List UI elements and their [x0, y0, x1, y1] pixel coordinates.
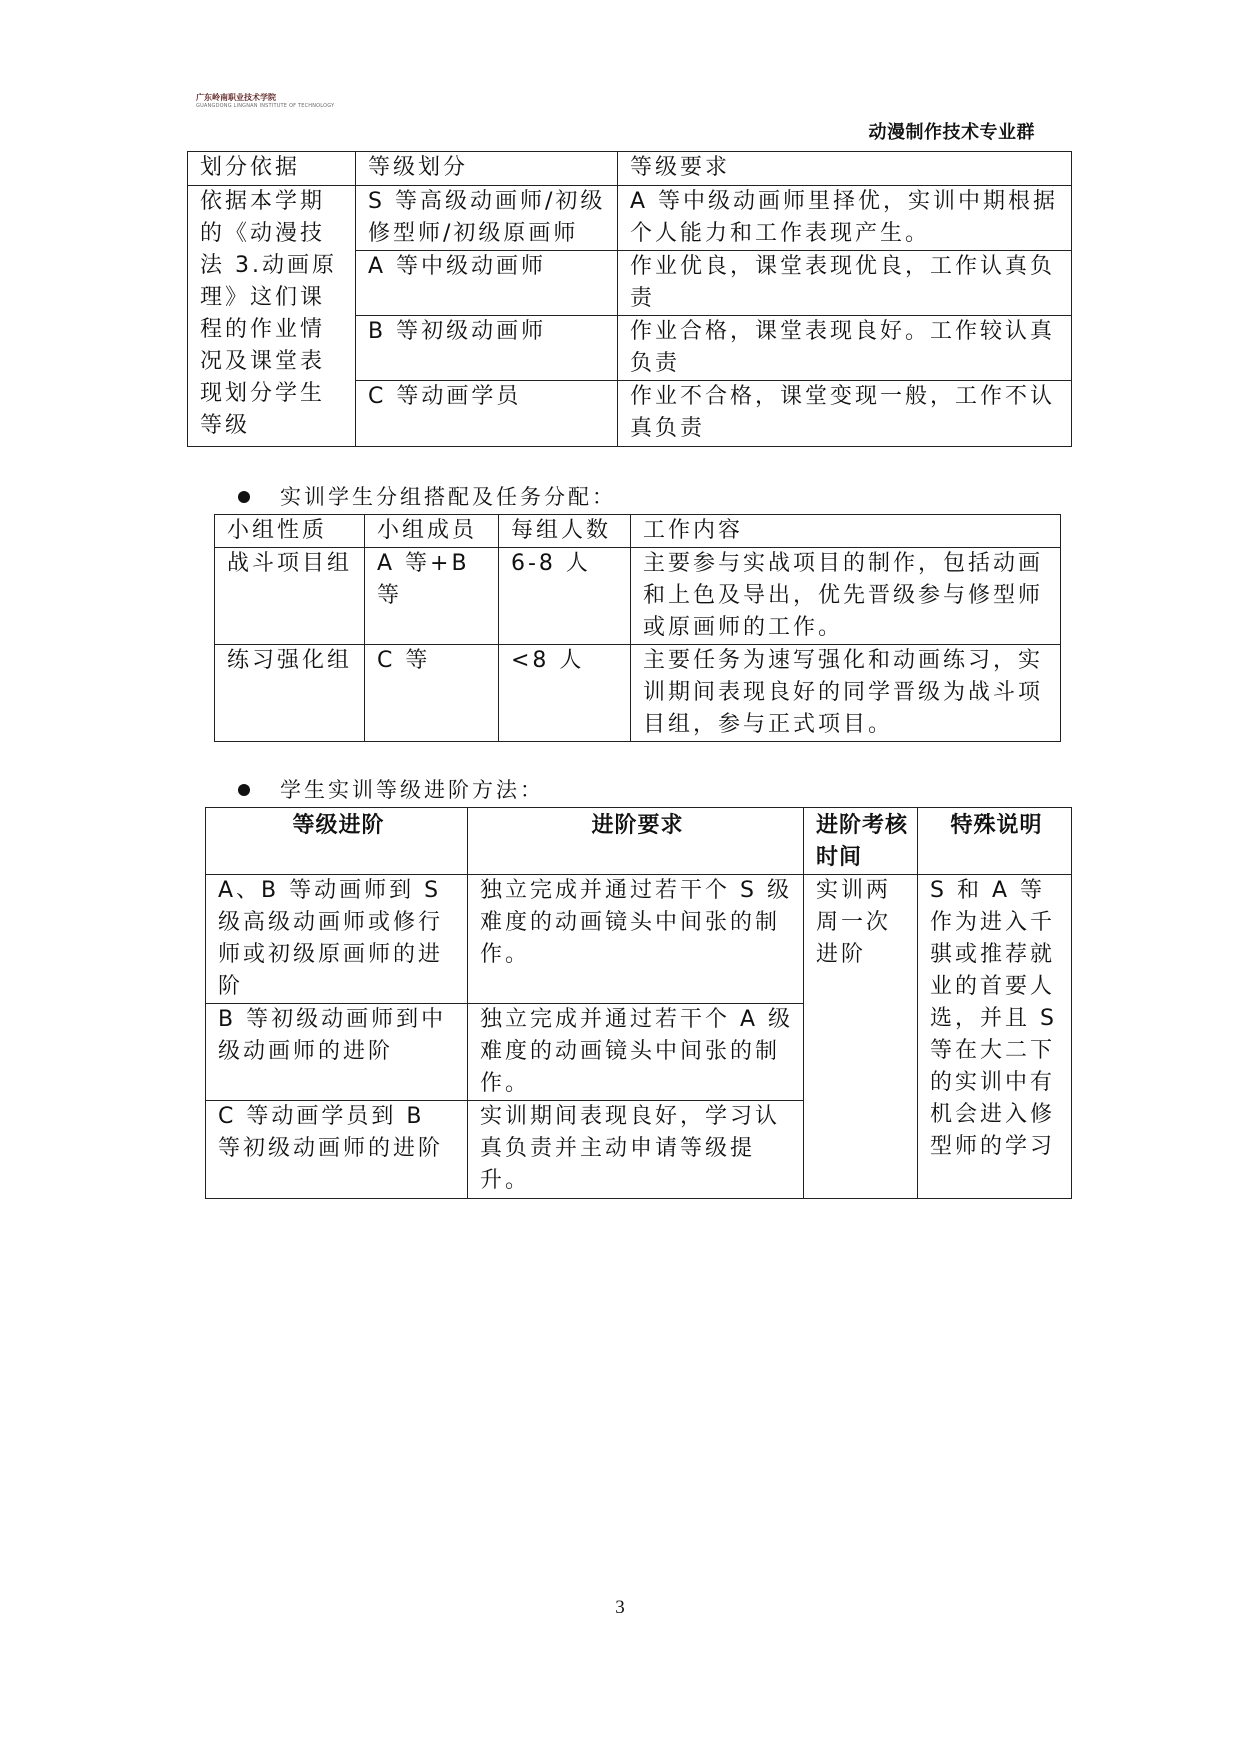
advancement-path-cell: B 等初级动画师到中级动画师的进阶	[206, 1004, 468, 1101]
requirement-cell: 作业不合格，课堂变现一般，工作不认真负责	[618, 381, 1072, 447]
bullet-icon	[238, 784, 250, 796]
work-content-cell: 主要参与实战项目的制作，包括动画和上色及导出，优先晋级参与修型师或原画师的工作。	[631, 548, 1061, 645]
table-row	[188, 186, 1072, 251]
table-header-row	[188, 152, 1072, 186]
table-header-row	[215, 515, 1061, 548]
group-members-cell: A 等+B 等	[365, 548, 499, 645]
page-number: 3	[615, 1597, 625, 1618]
advancement-requirement-cell: 独立完成并通过若干个 A 级难度的动画镜头中间张的制作。	[468, 1004, 804, 1101]
group-assignment-table	[214, 514, 1061, 742]
header-cell: 工作内容	[631, 515, 1061, 548]
requirement-cell: 作业优良，课堂表现优良，工作认真负责	[618, 251, 1072, 316]
header-cell: 小组性质	[215, 515, 365, 548]
group-type-cell: 战斗项目组	[215, 548, 365, 645]
table-row	[206, 875, 1072, 1004]
division-basis-cell: 依据本学期的《动漫技法 3.动画原理》这们课程的作业情况及课堂表现划分学生等级	[188, 186, 356, 447]
logo-english-name: GUANGDONG LINGNAN INSTITUTE OF TECHNOLOGY	[196, 103, 335, 110]
level-cell: C 等动画学员	[356, 381, 618, 447]
advancement-path-cell: A、B 等动画师到 S 级高级动画师或修行师或初级原画师的进阶	[206, 875, 468, 1004]
header-cell: 进阶要求	[468, 808, 804, 875]
level-cell: B 等初级动画师	[356, 316, 618, 381]
advancement-requirement-cell: 实训期间表现良好，学习认真负责并主动申请等级提升。	[468, 1101, 804, 1199]
requirement-cell: 作业合格，课堂表现良好。工作较认真负责	[618, 316, 1072, 381]
section-title: 实训学生分组搭配及任务分配：	[280, 485, 616, 509]
group-count-cell: <8 人	[499, 645, 631, 742]
advancement-path-cell: C 等动画学员到 B 等初级动画师的进阶	[206, 1101, 468, 1199]
level-cell: S 等高级动画师/初级修型师/初级原画师	[356, 186, 618, 251]
work-content-cell: 主要任务为速写强化和动画练习，实训期间表现良好的同学晋级为战斗项目组，参与正式项目。	[631, 645, 1061, 742]
assessment-time-cell: 实训两周一次进阶	[804, 875, 918, 1199]
bullet-icon	[238, 491, 250, 503]
section-heading-grouping	[238, 482, 616, 512]
group-members-cell: C 等	[365, 645, 499, 742]
level-cell: A 等中级动画师	[356, 251, 618, 316]
table-row	[215, 645, 1061, 742]
header-group-title: 动漫制作技术专业群	[868, 122, 1035, 143]
header-cell: 进阶考核时间	[804, 808, 918, 875]
header-cell: 等级划分	[356, 152, 618, 186]
section-heading-advancement	[238, 775, 544, 805]
advancement-requirement-cell: 独立完成并通过若干个 S 级难度的动画镜头中间张的制作。	[468, 875, 804, 1004]
requirement-cell: A 等中级动画师里择优，实训中期根据个人能力和工作表现产生。	[618, 186, 1072, 251]
header-cell: 每组人数	[499, 515, 631, 548]
college-logo	[188, 86, 335, 134]
advancement-method-table	[205, 807, 1072, 1199]
group-type-cell: 练习强化组	[215, 645, 365, 742]
table-header-row	[206, 808, 1072, 875]
section-title: 学生实训等级进阶方法：	[280, 778, 544, 802]
header-cell: 小组成员	[365, 515, 499, 548]
grade-division-table	[187, 151, 1072, 447]
header-cell: 等级要求	[618, 152, 1072, 186]
group-count-cell: 6-8 人	[499, 548, 631, 645]
table-row	[215, 548, 1061, 645]
header-cell: 划分依据	[188, 152, 356, 186]
header-cell: 等级进阶	[206, 808, 468, 875]
header-cell: 特殊说明	[918, 808, 1072, 875]
logo-chinese-name: 广东岭南职业技术学院	[196, 93, 276, 102]
special-note-cell: S 和 A 等作为进入千骐或推荐就业的首要人选，并且 S 等在大二下的实训中有机会进入修型师的学习	[918, 875, 1072, 1199]
